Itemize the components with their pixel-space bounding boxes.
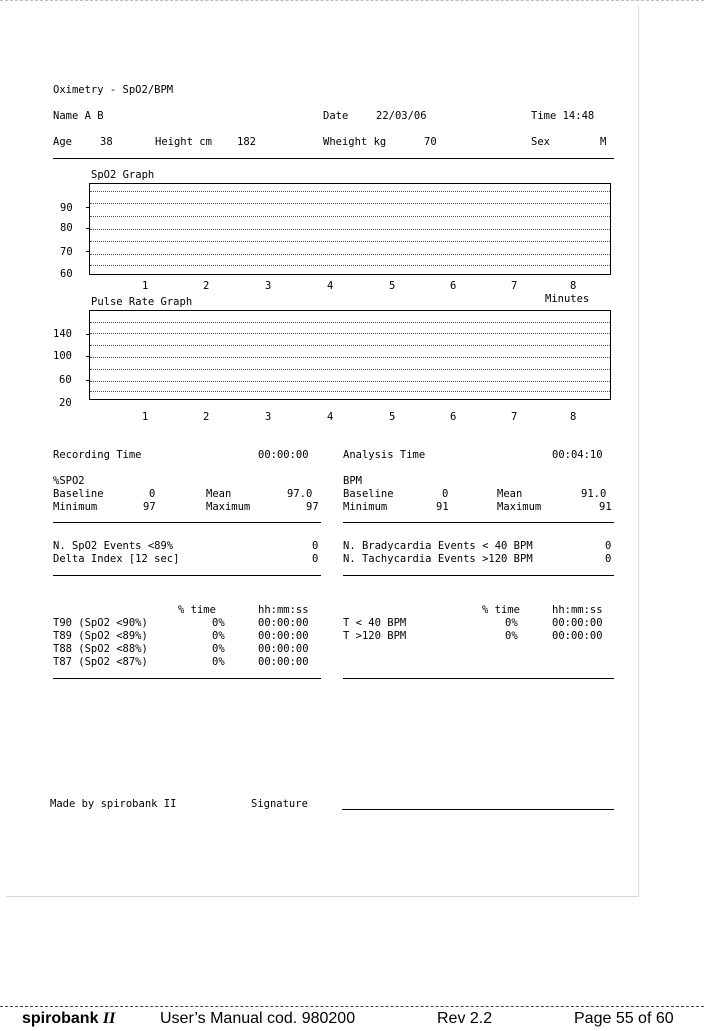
grid-line (90, 254, 610, 255)
recording-time-label: Recording Time (53, 449, 142, 461)
analysis-time-label: Analysis Time (343, 449, 426, 461)
top-dashed-rule (0, 0, 704, 2)
table-row-time: 00:00:00 (552, 630, 603, 642)
table-row-time: 00:00:00 (258, 656, 309, 668)
pulse-y-tick: 140 (53, 328, 72, 340)
weight-label: Wheight kg (323, 136, 387, 148)
footer-manual: User’s Manual cod. 980200 (160, 1010, 356, 1027)
bpm-stats-divider (343, 522, 614, 523)
grid-line (90, 322, 610, 323)
spo2-col-time: hh:mm:ss (258, 604, 309, 616)
tachycardia-value: 0 (605, 553, 612, 565)
pulse-x-tick: 3 (265, 411, 272, 423)
patient-name: Name A B (53, 110, 104, 122)
bpm-baseline-label: Baseline (343, 488, 394, 500)
table-row-pct: 0% (212, 656, 225, 668)
grid-line (90, 203, 610, 204)
table-row-label: T89 (SpO2 <89%) (53, 630, 148, 642)
events-divider-right (343, 575, 614, 576)
pulse-y-tick: 20 (59, 397, 72, 409)
spo2-y-tick: 90 (60, 202, 73, 214)
spo2-minimum-label: Minimum (53, 501, 98, 513)
table-divider-right (343, 678, 614, 679)
y-tick-mark (86, 207, 90, 208)
signature-line (342, 809, 614, 810)
spo2-minimum-value: 97 (143, 501, 156, 513)
analysis-time-value: 00:04:10 (552, 449, 603, 461)
spo2-events-label: N. SpO2 Events <89% (53, 540, 174, 552)
page-footer (0, 1006, 704, 1031)
bpm-col-pct: % time (482, 604, 520, 616)
grid-line (90, 216, 610, 217)
pulse-y-tick: 100 (53, 350, 72, 362)
grid-line (90, 191, 610, 192)
bpm-maximum-value: 91 (599, 501, 612, 513)
bpm-col-time: hh:mm:ss (552, 604, 603, 616)
spo2-maximum-label: Maximum (206, 501, 251, 513)
bpm-mean-value: 91.0 (581, 488, 607, 500)
grid-line (90, 357, 610, 358)
grid-line (90, 229, 610, 230)
sex-label: Sex (531, 136, 550, 148)
y-tick-mark (86, 228, 90, 229)
bpm-baseline-value: 0 (442, 488, 449, 500)
spo2-graph-title: SpO2 Graph (91, 169, 155, 181)
tachycardia-label: N. Tachycardia Events >120 BPM (343, 553, 533, 565)
height-value: 182 (237, 136, 256, 148)
table-row-time: 00:00:00 (258, 617, 309, 629)
footer-page: Page 55 of 60 (574, 1010, 674, 1027)
pulse-x-tick: 4 (327, 411, 334, 423)
height-label: Height cm (155, 136, 212, 148)
table-row-pct: 0% (212, 643, 225, 655)
spo2-baseline-label: Baseline (53, 488, 104, 500)
footer-brand-suffix: II (102, 1010, 116, 1027)
footer-rev: Rev 2.2 (437, 1010, 493, 1027)
footer-brand-name: spirobank (22, 1010, 99, 1027)
age-label: Age (53, 136, 72, 148)
spo2-y-tick: 80 (60, 222, 73, 234)
spo2-mean-value: 97.0 (287, 488, 313, 500)
grid-line (90, 381, 610, 382)
spo2-graph-plot (89, 183, 611, 275)
age-value: 38 (100, 136, 113, 148)
pulse-x-tick: 2 (203, 411, 210, 423)
bpm-minimum-value: 91 (436, 501, 449, 513)
table-row-label: T >120 BPM (343, 630, 407, 642)
table-row-pct: 0% (505, 630, 518, 642)
table-divider-left (53, 678, 321, 679)
pulse-graph-title: Pulse Rate Graph (91, 296, 193, 308)
spo2-stats-header: %SPO2 (53, 475, 85, 487)
table-row-time: 00:00:00 (258, 630, 309, 642)
table-row-pct: 0% (212, 630, 225, 642)
table-row-pct: 0% (505, 617, 518, 629)
signature-label: Signature (251, 798, 308, 810)
spo2-x-tick: 8 (570, 280, 577, 292)
pulse-x-tick: 8 (570, 411, 577, 423)
delta-index-label: Delta Index [12 sec] (53, 553, 180, 565)
spo2-x-tick: 5 (389, 280, 396, 292)
bpm-mean-label: Mean (497, 488, 523, 500)
date-value: 22/03/06 (376, 110, 427, 122)
date-label: Date (323, 110, 349, 122)
events-divider-left (53, 575, 321, 576)
grid-line (90, 265, 610, 266)
bpm-maximum-label: Maximum (497, 501, 542, 513)
table-row-time: 00:00:00 (258, 643, 309, 655)
table-row-label: T < 40 BPM (343, 617, 407, 629)
spo2-events-value: 0 (312, 540, 319, 552)
x-axis-unit: Minutes (545, 293, 590, 305)
bradycardia-label: N. Bradycardia Events < 40 BPM (343, 540, 533, 552)
bradycardia-value: 0 (605, 540, 612, 552)
grid-line (90, 345, 610, 346)
spo2-x-tick: 6 (450, 280, 457, 292)
spo2-stats-divider (53, 522, 321, 523)
table-row-label: T88 (SpO2 <88%) (53, 643, 148, 655)
bpm-minimum-label: Minimum (343, 501, 388, 513)
spo2-y-tick: 70 (60, 246, 73, 258)
pulse-x-tick: 1 (142, 411, 149, 423)
table-row-pct: 0% (212, 617, 225, 629)
y-tick-mark (86, 334, 90, 335)
weight-value: 70 (424, 136, 437, 148)
spo2-x-tick: 3 (265, 280, 272, 292)
sex-value: M (600, 136, 607, 148)
y-tick-mark (86, 356, 90, 357)
table-row-time: 00:00:00 (552, 617, 603, 629)
pulse-x-tick: 7 (511, 411, 518, 423)
y-tick-mark (86, 380, 90, 381)
table-row-label: T90 (SpO2 <90%) (53, 617, 148, 629)
report-title: Oximetry - SpO2/BPM (53, 84, 174, 96)
delta-index-value: 0 (312, 553, 319, 565)
spo2-x-tick: 7 (511, 280, 518, 292)
spo2-maximum-value: 97 (306, 501, 319, 513)
pulse-x-tick: 5 (389, 411, 396, 423)
spo2-x-tick: 1 (142, 280, 149, 292)
time-label: Time 14:48 (531, 110, 595, 122)
spo2-col-pct: % time (178, 604, 216, 616)
spo2-baseline-value: 0 (149, 488, 156, 500)
pulse-y-tick: 60 (59, 374, 72, 386)
bpm-stats-header: BPM (343, 475, 362, 487)
recording-time-value: 00:00:00 (258, 449, 309, 461)
header-divider (53, 158, 614, 159)
y-tick-mark (86, 251, 90, 252)
spo2-mean-label: Mean (206, 488, 232, 500)
pulse-graph-plot (89, 310, 611, 400)
grid-line (90, 391, 610, 392)
grid-line (90, 241, 610, 242)
pulse-x-tick: 6 (450, 411, 457, 423)
spo2-y-tick: 60 (60, 268, 73, 280)
spo2-x-tick: 2 (203, 280, 210, 292)
made-by-label: Made by spirobank II (50, 798, 177, 810)
footer-brand (22, 1010, 115, 1028)
table-row-label: T87 (SpO2 <87%) (53, 656, 148, 668)
grid-line (90, 369, 610, 370)
grid-line (90, 333, 610, 334)
spo2-x-tick: 4 (327, 280, 334, 292)
